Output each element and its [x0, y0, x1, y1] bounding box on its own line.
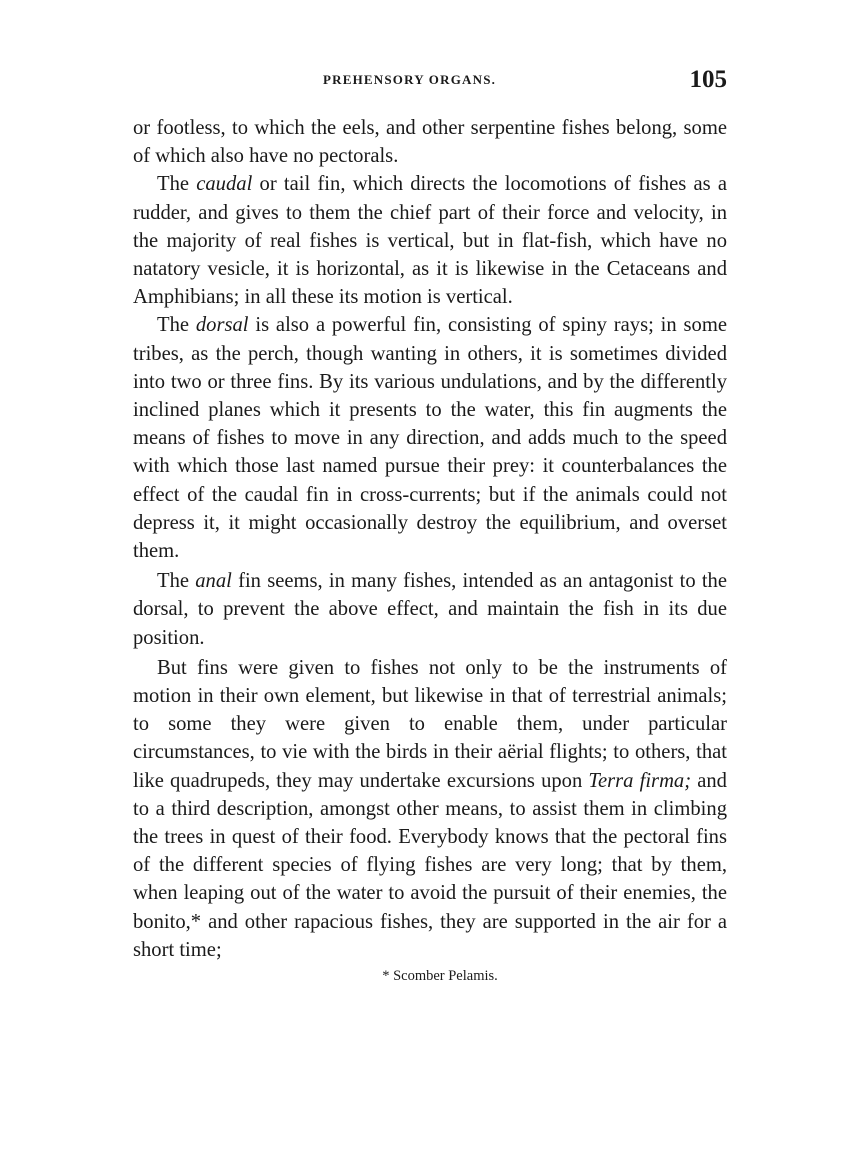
running-title: PREHENSORY ORGANS. — [323, 72, 497, 87]
paragraph-caudal-fin — [133, 170, 727, 311]
text-run: fin seems, in many fishes, intended as an antagonist to the dorsal, to prevent the above effect, and maintain the fish in its due position. — [133, 570, 727, 649]
text-run: or footless, to which the eels, and other serpentine fishes belong, some of which also have no pectorals. — [133, 117, 727, 168]
text-run: But fins were given to fishes not only to be the instruments of motion in their own element, but likewise in that of terrestrial animals; to some they were given to enable them, under particular circumstances, to vie with the birds in their aërial flights; to others, that like quadrupeds, they may undertake excursions upon — [133, 656, 727, 792]
running-head — [133, 66, 727, 96]
text-run: The — [157, 570, 196, 593]
italic-term: caudal — [196, 173, 253, 196]
text-run: or tail fin, which directs the locomotions of fishes as a rudder, and gives to them the chief part of their force and velocity, in the majority of real fishes is vertical, but in flat-fish, which have no natatory vesicle, it is horizontal, as it is likewise in the Cetaceans and Amphibians; in all these its motion is vertical. — [133, 173, 727, 309]
body-text — [133, 114, 727, 964]
page-number: 105 — [689, 66, 727, 93]
text-run: The — [157, 173, 197, 196]
italic-term: dorsal — [195, 314, 249, 337]
paragraph-anal-fin — [133, 567, 727, 652]
paragraph-continuation — [133, 114, 727, 170]
text-run: and to a third description, amongst other means, to assist them in climbing the trees in quest of their food. Everybody knows that the pectoral fins of the different species of flying fishes are very long; that by them, when leaping out of the water to avoid the pursuit of their enemies, the bonito,* and other rapacious fishes, they are supported in the air for a short time; — [133, 769, 727, 961]
paragraph-dorsal-fin — [133, 311, 727, 565]
text-run: is also a powerful fin, consisting of spiny rays; in some tribes, as the perch, though wanting in others, it is sometimes divided into two or three fins. By its various undulations, and by the differently inclined planes which it presents to the water, this fin augments the means of fishes to move in any direction, and adds much to the speed with which those last named pursue their prey: it counterbalances the effect of the caudal fin in cross-currents; but if the animals could not depress it, it might occasionally destroy the equilibrium, and overset them. — [133, 314, 727, 563]
italic-term: Terra firma; — [588, 769, 692, 792]
text-run: The — [157, 314, 196, 337]
book-page — [133, 66, 727, 985]
footnote: * Scomber Pelamis. — [382, 968, 498, 985]
italic-term: anal — [195, 570, 232, 593]
paragraph-fin-uses — [133, 654, 727, 964]
